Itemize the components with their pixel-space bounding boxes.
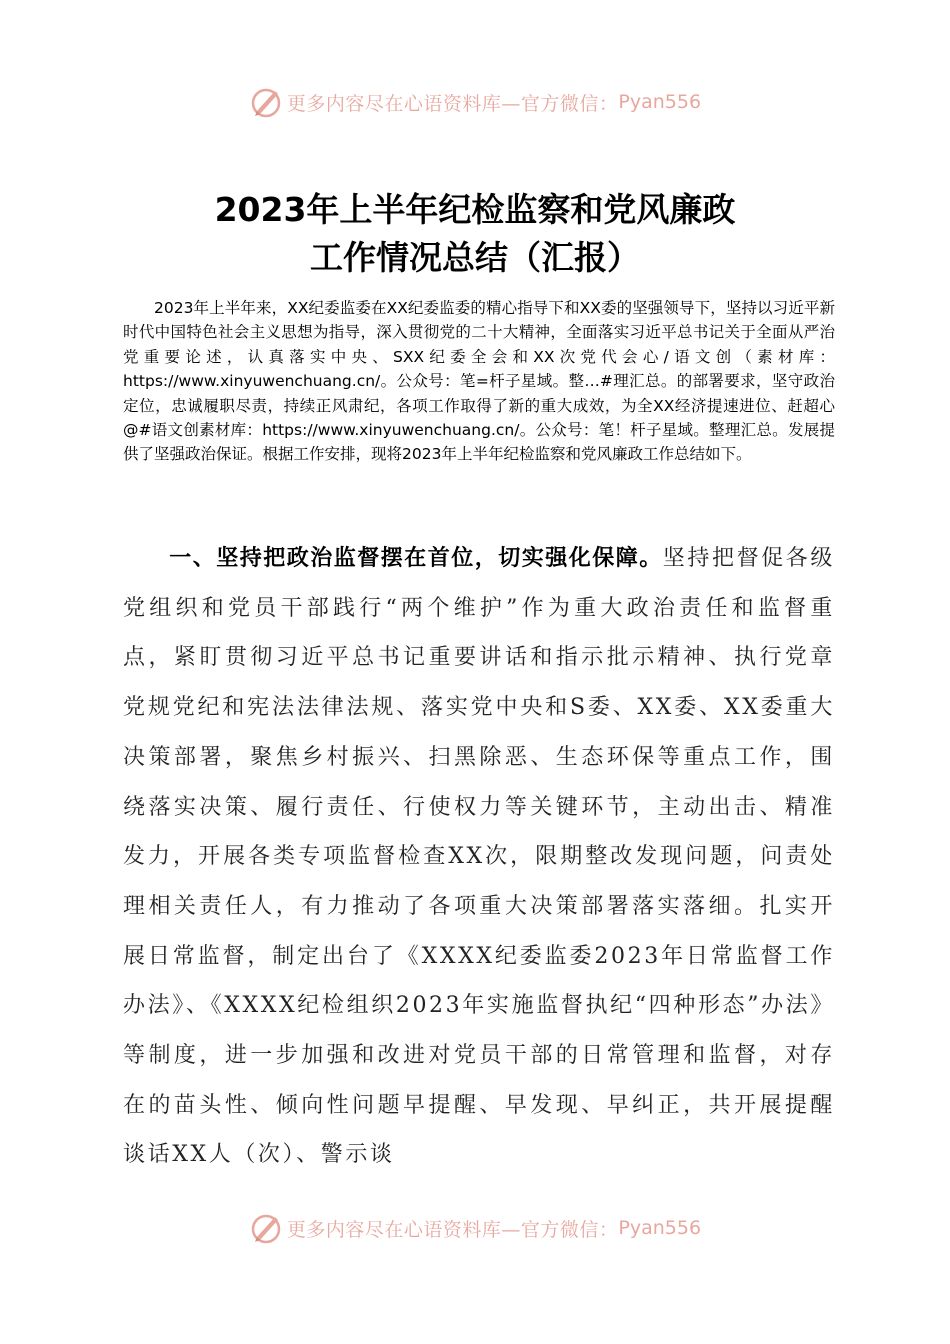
section1-text: 坚持把督促各级党组织和党员干部践行“两个维护”作为重大政治责任和监督重点，紧盯贯彻习近平总书记重要讲话和指示批示精神、执行党章党规党纪和宪法法律法规、落实党中央和S委、XX委、XX委重大决策部署，聚焦乡村振兴、扫黑除恶、生态环保等重点工作，围绕落实决策、履行责任、行使权力等关键环节，主动出击、精准发力，开展各类专项监督检查XX次，限期整改发现问题，问责处理相关责任人，有力推动了各项重大决策部署落实落细。扎实开展日常监督，制定出台了《XXXX纪委监委2023年日常监督工作办法》、《XXXX纪检组织2023年实施监督执纪“四种形态”办法》等制度，进一步加强和改进对党员干部的日常管理和监督，对存在的苗头性、倾向性问题早提醒、早发现、早纠正，共开展提醒谈话XX人（次）、警示谈 [123, 546, 835, 1168]
watermark-banner-bottom [0, 1208, 950, 1248]
intro-paragraph: 2023年上半年来，XX纪委监委在XX纪委监委的精心指导下和XX委的坚强领导下，坚持以习近平新时代中国特色社会主义思想为指导，深入贯彻党的二十大精神，全面落实习近平总书记关于全面从严治党重要论述，认真落实中央、SXX纪委全会和XX次党代会心/语文创（素材库：https://www.xinyuwenchuang.cn/。公众号：笔=杆子星域。整…#理汇总。的部署要求，坚守政治定位，忠诚履职尽责，持续正风肃纪，各项工作取得了新的重大成效，为全XX经济提速进位、赶超心@#语文创素材库：https://www.xinyuwenchuang.cn/。公众号：笔！杆子星域。整理汇总。发展提供了坚强政治保证。根据工作安排，现将2023年上半年纪检监察和党风廉政工作总结如下。 [123, 299, 835, 464]
watermark-banner-top [0, 82, 950, 122]
watermark-text: 更多内容尽在心语资料库—官方微信： [286, 92, 619, 115]
pen-logo-icon [249, 1211, 283, 1245]
watermark-wechat-id: Pyan556 [618, 1217, 702, 1239]
document-title-line1: 2023年上半年纪检监察和党风廉政 [214, 190, 736, 229]
watermark-text: 更多内容尽在心语资料库—官方微信： [286, 1218, 619, 1241]
watermark-wechat-id: Pyan556 [618, 91, 702, 113]
pen-logo-icon [249, 85, 283, 119]
section1-heading: 一、坚持把政治监督摆在首位，切实强化保障。 [169, 546, 663, 571]
document-title-line2: 工作情况总结（汇报） [310, 238, 640, 277]
section1-paragraph [123, 534, 835, 1180]
